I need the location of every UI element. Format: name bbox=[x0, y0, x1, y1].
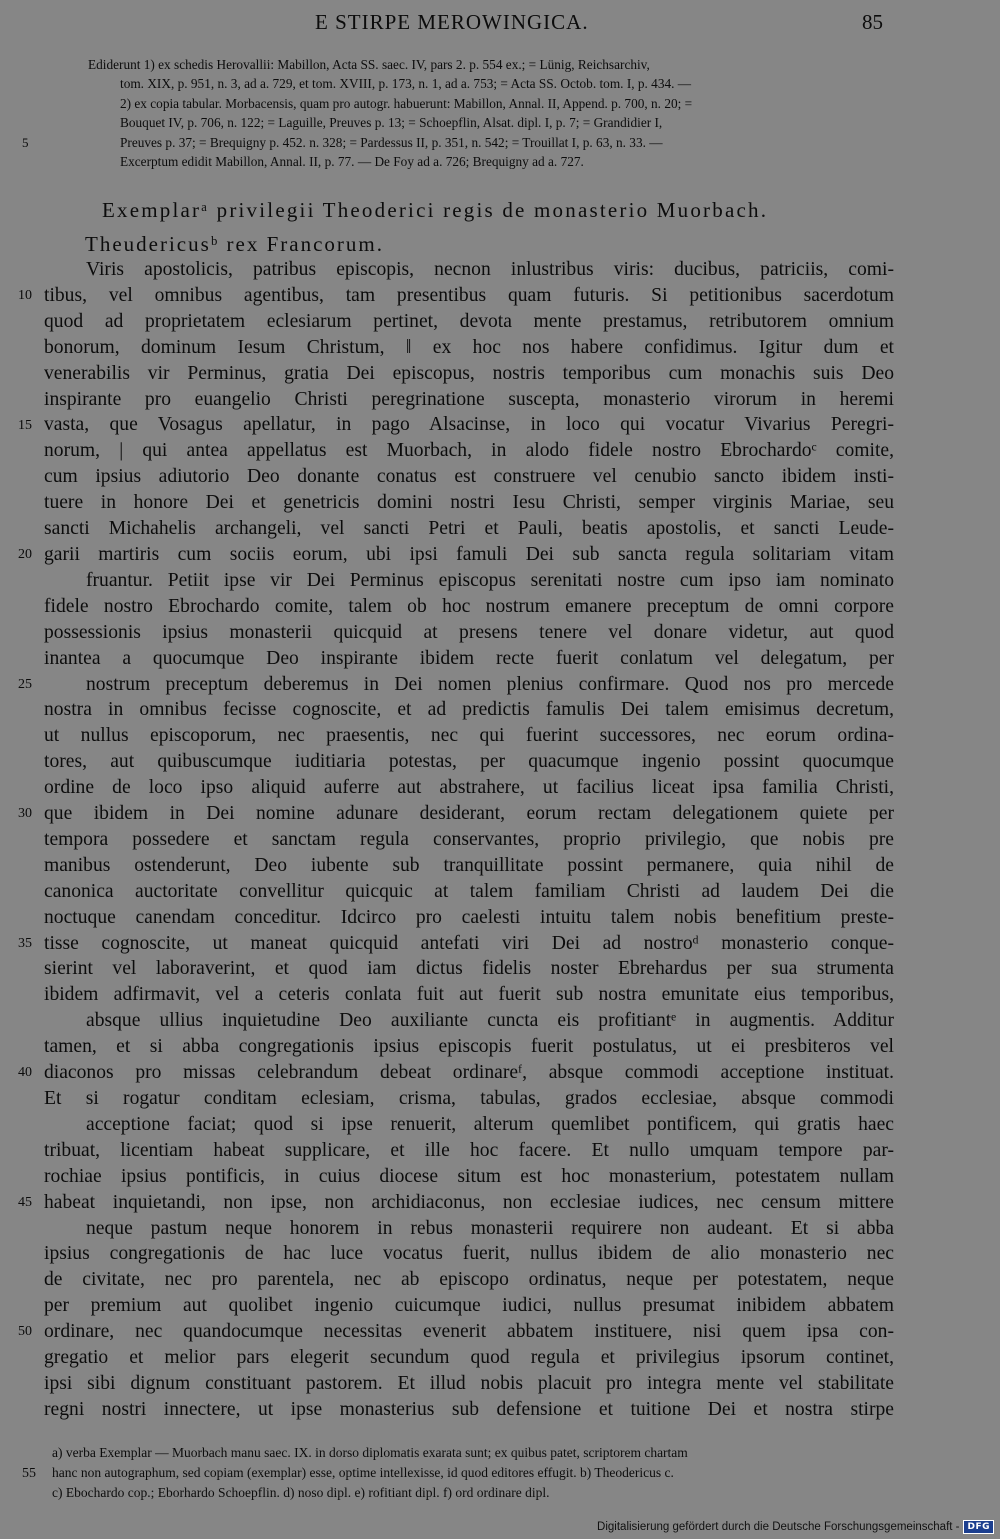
text-line: ordine de loco ipso aliquid auferre aut abstrahere, ut facilius liceat ipsa familia Christi, bbox=[44, 777, 894, 799]
funding-credit bbox=[597, 1519, 994, 1535]
text-line: inantea a quocumque Deo inspirante ibidem recte fuerit conlatum vel delegatum, per bbox=[44, 647, 894, 669]
line-number: 25 bbox=[18, 677, 32, 692]
text-line: tuere in honore Dei et genetricis domini nostri Iesu Christi, semper virginis Mariae, seu bbox=[44, 492, 894, 514]
text-line: habeat inquietandi, non ipse, non archidiaconus, non ecclesiae iudices, nec censum mittere bbox=[44, 1191, 894, 1213]
text-line: absque ullius inquietudine Deo auxiliante cuncta eis profitiantᵉ in augmentis. Additur bbox=[86, 1010, 894, 1032]
line-number: 20 bbox=[18, 547, 32, 562]
text-line: regni nostri innectere, ut ipse monasterius sub defensione et tuitione Dei et nostra stirpe bbox=[44, 1398, 894, 1420]
intitulatio: Theudericusᵇ rex Francorum. bbox=[85, 232, 384, 256]
text-line: norum, | qui antea appellatus est Muorbach, in alodo fidele nostro Ebrochardoᶜ comite, bbox=[44, 440, 894, 462]
text-line: noctuque canendam conceditur. Idcirco pro caelesti intuitu talem nobis benefitium preste- bbox=[44, 906, 894, 928]
editions-line: Bouquet IV, p. 706, n. 122; = Laguille, Preuves p. 13; = Schoepflin, Alsat. dipl. I, p. 7; = Grandidier I, bbox=[120, 115, 663, 131]
text-line: tisse cognoscite, ut maneat quicquid antefati viri Dei ad nostroᵈ monasterio conque- bbox=[44, 932, 894, 954]
text-line: sierint vel laboraverint, et quod iam dictus fidelis noster Ebrehardus per sua strumenta bbox=[44, 958, 894, 980]
text-line: quod ad proprietatem eclesiarum pertinet, devota mente prestamus, retributorem omnium bbox=[44, 310, 894, 332]
editions-line: Excerptum edidit Mabillon, Annal. II, p. 77. — De Foy ad a. 726; Brequigny ad a. 727. bbox=[120, 154, 584, 170]
editions-line: Ediderunt 1) ex schedis Herovallii: Mabillon, Acta SS. saec. IV, pars 2. p. 554 ex.; = Lünig, Reichsarchiv, bbox=[88, 57, 650, 72]
text-line: ordinare, nec quandocumque necessitas evenerit abbatem instituere, nisi quem ipsa con- bbox=[44, 1321, 894, 1343]
text-line: que ibidem in Dei nomine adunare desiderant, eorum rectam delegationem quiete per bbox=[44, 803, 894, 825]
line-number: 5 bbox=[22, 135, 29, 150]
editions-line: tom. XIX, p. 951, n. 3, ad a. 729, et tom. XVIII, p. 173, n. 1, ad a. 753; = Acta SS. Octob. tom. I, p. 434. — bbox=[120, 76, 692, 92]
text-line: vasta, que Vosagus apellatur, in pago Alsacinse, in loco qui vocatur Vivarius Peregri- bbox=[44, 414, 894, 436]
text-line: tempora possedere et sanctam regula conservantes, proprio privilegio, que nobis pre bbox=[44, 828, 894, 850]
document-heading: Exemplarᵃ privilegii Theoderici regis de monasterio Muorbach. bbox=[102, 198, 769, 222]
credit-text: Digitalisierung gefördert durch die Deutsche Forschungsgemeinschaft - bbox=[597, 1521, 960, 1533]
line-number: 30 bbox=[18, 806, 32, 821]
text-line: manibus ostenderunt, Deo iubente sub tranquillitate possint permanere, quia nihil de bbox=[44, 854, 894, 876]
text-line: Viris apostolicis, patribus episcopis, necnon inlustribus viris: ducibus, patriciis, comi- bbox=[86, 259, 894, 280]
text-line: tribuat, licentiam habeat supplicare, et ille hoc facere. Et nullo umquam tempore par- bbox=[44, 1139, 894, 1161]
text-line: per premium aut quolibet ingenio cuicumque iudici, nullus presumat inibidem abbatem bbox=[44, 1295, 894, 1317]
running-head bbox=[0, 10, 1000, 36]
text-line: de civitate, nec pro parentela, nec ab episcopo ordinatus, neque per potestatem, neque bbox=[44, 1269, 894, 1291]
text-line: gregatio et melior pars elegerit secundum quod regula et privilegius ipsorum continet, bbox=[44, 1347, 894, 1369]
text-line: nostra in omnibus fecisse cognoscite, et ad predictis famulis Dei talem emisimus decretum, bbox=[44, 699, 894, 721]
editions-line: 2) ex copia tabular. Morbacensis, quam pro autogr. habuerunt: Mabillon, Annal. II, Append. p. 700, n. 20; = bbox=[120, 95, 693, 111]
footnote-line: c) Ebochardo cop.; Eborhardo Schoepflin. d) noso dipl. e) rofitiant dipl. f) ord ordinare dipl. bbox=[52, 1485, 550, 1500]
footnote-line: a) verba Exemplar — Muorbach manu saec. IX. in dorso diplomatis exarata sunt; ex quibus patet, scriptorem chartam bbox=[52, 1445, 688, 1460]
line-number: 15 bbox=[18, 418, 32, 433]
text-line: tamen, et si abba congregationis ipsius episcopis fuerit postulatus, ut ei presbiteros vel bbox=[44, 1036, 894, 1058]
page-number: 85 bbox=[862, 10, 883, 34]
line-number: 55 bbox=[22, 1466, 36, 1481]
text-line: diaconos pro missas celebrandum debeat ordinareᶠ, absque commodi acceptione instituat. bbox=[44, 1062, 894, 1084]
text-line: canonica auctoritate convellitur quicquic at talem familiam Christi ad laudem Dei die bbox=[44, 880, 894, 902]
dfg-logo-icon: DFG bbox=[963, 1520, 994, 1534]
footnotes bbox=[52, 1443, 897, 1503]
line-number: 50 bbox=[18, 1324, 32, 1339]
editions-line: Preuves p. 37; = Brequigny p. 452. n. 328; = Pardessus II, p. 351, n. 542; = Trouillat I, p. 63, n. 33. — bbox=[120, 134, 663, 150]
line-number: 40 bbox=[18, 1065, 32, 1080]
text-line: tores, aut quibuscumque iuditiaria potestas, per quacumque ingenio possint quocumque bbox=[44, 751, 894, 773]
text-line: venerabilis vir Perminus, gratia Dei episcopus, nostris temporibus cum monachis suis Deo bbox=[44, 362, 894, 384]
charter-text bbox=[44, 257, 894, 1423]
text-line: sancti Michahelis archangeli, vel sancti Petri et Pauli, beatis apostolis, et sancti Leude- bbox=[44, 518, 894, 540]
text-line: Et si rogatur conditam eclesiam, crisma, tabulas, grados ecclesiae, absque commodi bbox=[44, 1088, 894, 1109]
footnote-line: hanc non autographum, sed copiam (exemplar) esse, optime intellexisse, id quod editores effugit. b) Theodericus c. bbox=[52, 1465, 674, 1480]
editions-note bbox=[88, 55, 888, 171]
text-line: ipsius congregationis de hac luce vocatus fuerit, nullus ibidem de alio monasterio nec bbox=[44, 1243, 894, 1265]
text-line: tibus, vel omnibus agentibus, tam presentibus quam futuris. Si petitionibus sacerdotum bbox=[44, 284, 894, 306]
text-line: nostrum preceptum deberemus in Dei nomen plenius confirmare. Quod nos pro mercede bbox=[86, 673, 894, 695]
line-number: 35 bbox=[18, 936, 32, 951]
text-line: cum ipsius adiutorio Deo donante conatus est construere vel cenubio sancto ibidem insti- bbox=[44, 466, 894, 488]
text-line: rochiae ipsius pontificis, in cuius diocese situm est hoc monasterium, potestatem nullam bbox=[44, 1165, 894, 1187]
text-line: fruantur. Petiit ipse vir Dei Perminus episcopus serenitati nostre cum ipso iam nominato bbox=[86, 569, 894, 591]
text-line: fidele nostro Ebrochardo comite, talem ob hoc nostrum emanere preceptum de omni corpore bbox=[44, 595, 894, 617]
text-line: inspirante pro euangelio Christi peregrinatione suscepta, monasterio virorum in heremi bbox=[44, 388, 894, 410]
text-line: ut nullus episcoporum, nec praesentis, nec qui fuerint successores, nec eorum ordina- bbox=[44, 725, 894, 747]
text-line: possessionis ipsius monasterii quicquid at presens tenere vel donare videtur, aut quod bbox=[44, 621, 894, 643]
running-title: E STIRPE MEROWINGICA. bbox=[315, 10, 589, 34]
text-line: ipsi sibi dignum constituant pastorem. Et illud nobis placuit pro integra mente vel stabilitate bbox=[44, 1372, 894, 1394]
line-number: 10 bbox=[18, 288, 32, 303]
text-line: neque pastum neque honorem in rebus monasterii requirere non audeant. Et si abba bbox=[86, 1217, 894, 1239]
text-line: acceptione faciat; quod si ipse renuerit, alterum quemlibet pontificem, qui gratis haec bbox=[86, 1113, 894, 1135]
text-line: ibidem adfirmavit, vel a ceteris conlata fuit aut fuerit sub nostra emunitate eius temporibus, bbox=[44, 984, 894, 1006]
text-line: bonorum, dominum Iesum Christum, ‖ ex hoc nos habere confidimus. Igitur dum et bbox=[44, 336, 894, 358]
line-number: 45 bbox=[18, 1195, 32, 1210]
text-line: garii martiris cum sociis eorum, ubi ipsi famuli Dei sub sancta regula solitariam vitam bbox=[44, 543, 894, 565]
